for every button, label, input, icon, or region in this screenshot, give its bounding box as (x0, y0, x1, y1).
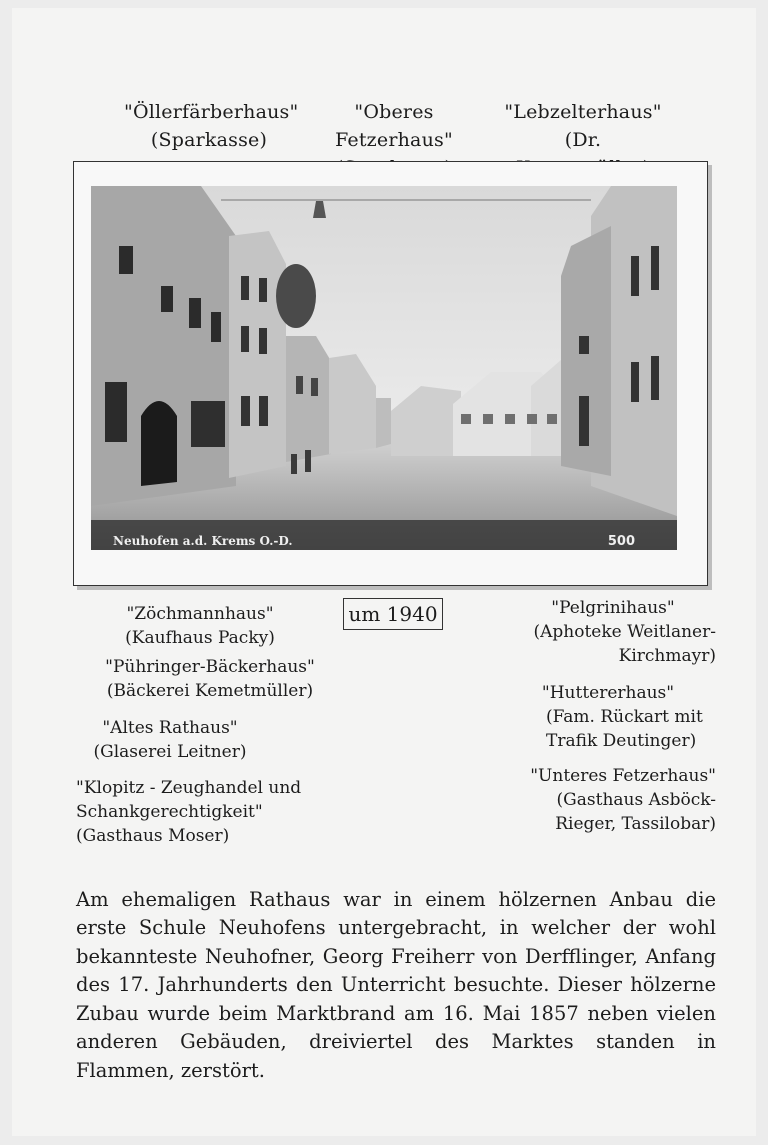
label-line: "Pelgrinihaus" (551, 598, 675, 618)
label-zochmannhaus (80, 602, 320, 650)
label-title: "Öllerfärberhaus" (124, 101, 299, 123)
label-line: Schankgerechtigkeit" (76, 802, 263, 822)
label-klopitz (76, 776, 336, 848)
left-house (229, 231, 286, 478)
archway (141, 401, 177, 486)
label-line: (Aphoteke Weitlaner- (533, 622, 716, 642)
historic-street-photo (91, 186, 677, 550)
left-house (286, 336, 331, 462)
label-sub: (Sparkasse) (150, 129, 268, 151)
photo-caption: Neuhofen a.d. Krems O.-D. (113, 534, 293, 548)
label-line: "Altes Rathaus" (102, 718, 238, 738)
photo-number: 500 (607, 534, 635, 549)
label-line: (Gasthaus Moser) (76, 826, 230, 846)
tree (276, 264, 316, 328)
pedestrian (291, 454, 297, 474)
label-title: "Lebzelterhaus" (504, 101, 662, 123)
label-ollerfarberhaus (124, 98, 299, 154)
date-label: um 1940 (343, 598, 443, 630)
label-line: (Fam. Rückart mit (546, 707, 703, 727)
label-line: "Zöchmannhaus" (126, 604, 274, 624)
photo-frame (73, 161, 708, 586)
street-scene-illustration (91, 186, 677, 550)
label-altes-rathaus (80, 716, 260, 764)
label-line: "Klopitz - Zeughandel und (76, 778, 302, 798)
history-paragraph: Am ehemaligen Rathaus war in einem hölzernen Anbau die erste Schule Neuhofens untergebracht, in welcher der wohl bekannteste Neuhofner, Georg Freiherr von Derfflinger, Anfang des 17. Jahrhunderts den Unterricht besuchte. Dieser hölzerne Zubau wurde beim Marktbrand am 16. Mai 1857 neben vielen anderen Gebäuden, dreiviertel des Marktes standen in Flammen, zerstört. (76, 887, 716, 1082)
label-unteres-fetzerhaus (470, 764, 716, 836)
label-line: "Pühringer-Bäckerhaus" (105, 657, 315, 677)
label-line: "Unteres Fetzerhaus" (530, 766, 716, 786)
label-line: (Glaserei Leitner) (93, 742, 247, 762)
label-line: Kirchmayr) (618, 646, 716, 666)
label-huttererhaus (500, 681, 716, 753)
label-sub: (Dr. (564, 129, 602, 151)
label-line: Trafik Deutinger) (546, 731, 697, 751)
label-line: Rieger, Tassilobar) (555, 814, 716, 834)
label-line: (Bäckerei Kemetmüller) (106, 681, 314, 701)
label-line: "Huttererhaus" (541, 683, 675, 703)
label-title: "Oberes Fetzerhaus" (335, 101, 453, 151)
label-puhringer (100, 655, 320, 703)
label-line: (Gasthaus Asböck- (556, 790, 716, 810)
pedestrian (305, 450, 311, 472)
label-line: (Kaufhaus Packy) (125, 628, 275, 648)
label-pelgrinihaus (470, 596, 716, 668)
